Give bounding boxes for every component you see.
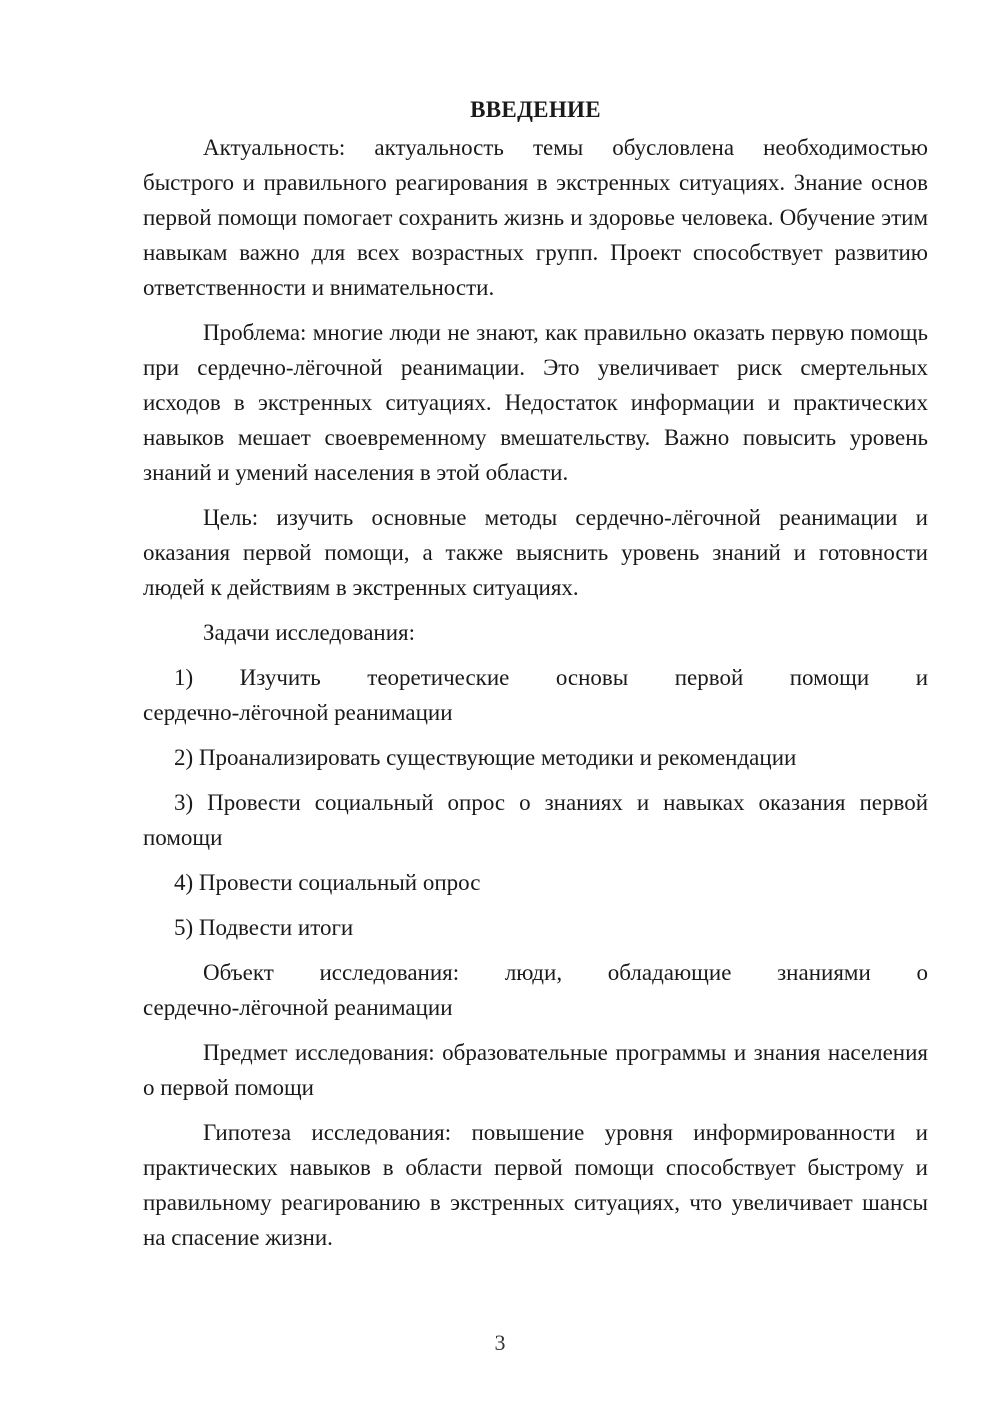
object-word: знаниями [777, 960, 871, 985]
task-item-1-first-line [143, 660, 928, 695]
object-word: люди, [504, 960, 563, 985]
task-item-1 [143, 660, 928, 730]
object-word: исследования: [319, 960, 460, 985]
paragraph-relevance: Актуальность: актуальность темы обусловлена необходимостью быстрого и правильного реагирования в экстренных ситуациях. Знание основ первой помощи помогает сохранить жизнь и здоровье человека. Обучение этим навыкам важно для всех возрастных групп. Проект способствует развитию ответственности и внимательности. [143, 135, 928, 300]
task-item-1-word: помощи [789, 665, 870, 690]
task-item-1-word: теоретические [367, 665, 510, 690]
task-item-2: 2) Проанализировать существующие методики и рекомендации [174, 745, 797, 770]
task-item-4: 4) Провести социальный опрос [174, 870, 481, 895]
object-word: о [916, 960, 928, 985]
object-first-line [143, 955, 928, 990]
task-item-1-word: первой [674, 665, 744, 690]
task-item-5: 5) Подвести итоги [174, 915, 354, 940]
document-page [143, 92, 928, 1265]
object-continuation: сердечно-лёгочной реанимации [143, 995, 453, 1020]
object-word: Объект [203, 960, 274, 985]
task-item-1-word: Изучить [239, 665, 321, 690]
task-item-1-word: и [915, 665, 928, 690]
paragraph-goal: Цель: изучить основные методы сердечно-лёгочной реанимации и оказания первой помощи, а также выяснить уровень знаний и готовности людей к действиям в экстренных ситуациях. [143, 505, 928, 600]
page-title: ВВЕДЕНИЕ [470, 97, 601, 122]
task-item-1-number: 1) [174, 665, 194, 690]
paragraph-problem: Проблема: многие люди не знают, как правильно оказать первую помощь при сердечно-лёгочной реанимации. Это увеличивает риск смертельных исходов в экстренных ситуациях. Недостаток информации и практических навыков мешает своевременному вмешательству. Важно повысить уровень знаний и умений населения в этой области. [143, 320, 928, 485]
paragraph-subject: Предмет исследования: образовательные программы и знания населения о первой помощи [143, 1040, 928, 1100]
object-word: обладающие [607, 960, 732, 985]
task-item-3: 3) Провести социальный опрос о знаниях и навыках оказания первой помощи [143, 790, 928, 850]
task-item-1-word: основы [555, 665, 629, 690]
paragraph-object [143, 955, 928, 1025]
page-number: 3 [494, 1330, 506, 1355]
tasks-heading: Задачи исследования: [203, 620, 416, 645]
paragraph-hypothesis: Гипотеза исследования: повышение уровня информированности и практических навыков в области первой помощи способствует быстрому и правильному реагированию в экстренных ситуациях, что увеличивает шансы на спасение жизни. [143, 1120, 928, 1250]
task-item-1-continuation: сердечно-лёгочной реанимации [143, 700, 453, 725]
